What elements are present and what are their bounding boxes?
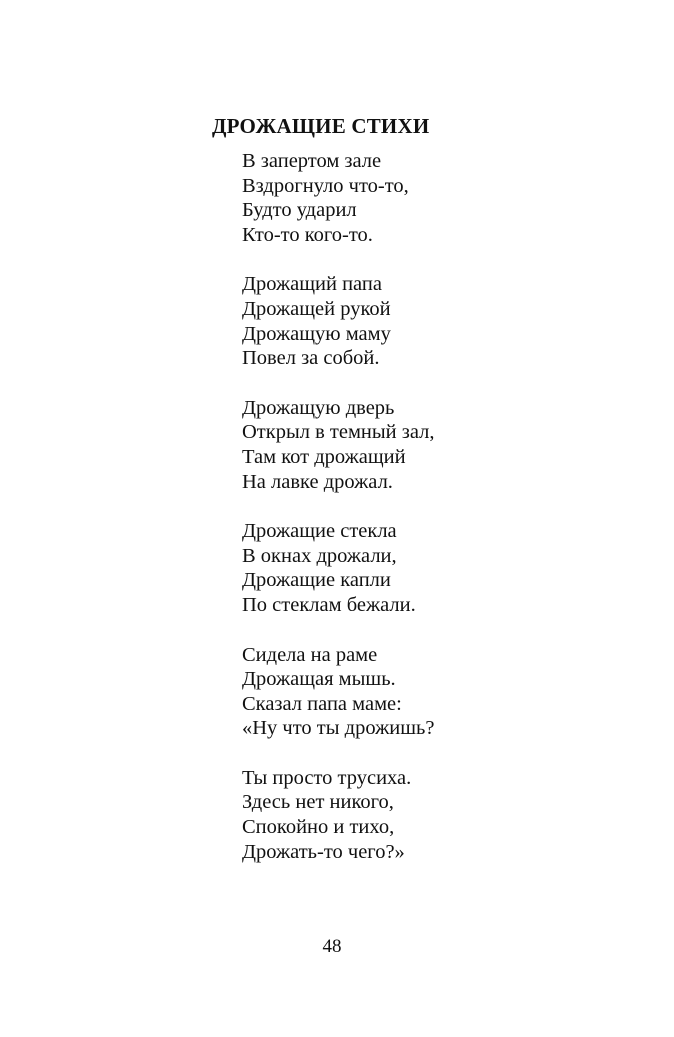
stanza-2 <box>242 272 642 370</box>
poem-line: В окнах дрожали, <box>242 544 397 567</box>
page-number-container <box>0 935 674 959</box>
stanza-6 <box>242 766 642 864</box>
poem-line: Сказал папа маме: <box>242 692 402 715</box>
poem-line: Дрожащая мышь. <box>242 668 396 691</box>
stanza-4 <box>242 519 642 617</box>
poem-line: Там кот дрожащий <box>242 445 406 468</box>
poem-line: Вздрогнуло что-то, <box>242 174 409 197</box>
poem-line: Дрожащей рукой <box>242 297 391 320</box>
poem-line: Спокойно и тихо, <box>242 816 395 839</box>
poem-line: Открыл в темный зал, <box>242 421 435 444</box>
poem-line: Будто ударил <box>242 199 357 222</box>
poem-line: На лавке дрожал. <box>242 470 393 493</box>
poem-line: «Ну что ты дрожишь? <box>242 717 435 740</box>
stanza-3 <box>242 396 642 494</box>
poem-line: Дрожащую дверь <box>242 396 395 419</box>
poem-line: По стеклам бежали. <box>242 593 416 616</box>
poem-line: В запертом зале <box>242 150 382 172</box>
stanza-1 <box>242 149 642 247</box>
stanza-5 <box>242 643 642 741</box>
poem-line: Здесь нет никого, <box>242 791 394 814</box>
poem-line: Повел за собой. <box>242 347 380 370</box>
poem-line: Кто-то кого-то. <box>242 223 373 246</box>
poem-line: Дрожать-то чего?» <box>242 840 405 863</box>
poem-line: Ты просто трусиха. <box>242 766 412 789</box>
poem-line: Дрожащие стекла <box>242 520 397 543</box>
poem-line: Сидела на раме <box>242 643 378 666</box>
poem-line: Дрожащий папа <box>242 273 382 296</box>
poem-line: Дрожащую маму <box>242 322 391 345</box>
page-number: 48 <box>322 936 342 957</box>
poem-title: ДРОЖАЩИЕ СТИХИ <box>212 114 430 138</box>
poem-body <box>242 149 642 889</box>
poem-line: Дрожащие капли <box>242 569 391 592</box>
